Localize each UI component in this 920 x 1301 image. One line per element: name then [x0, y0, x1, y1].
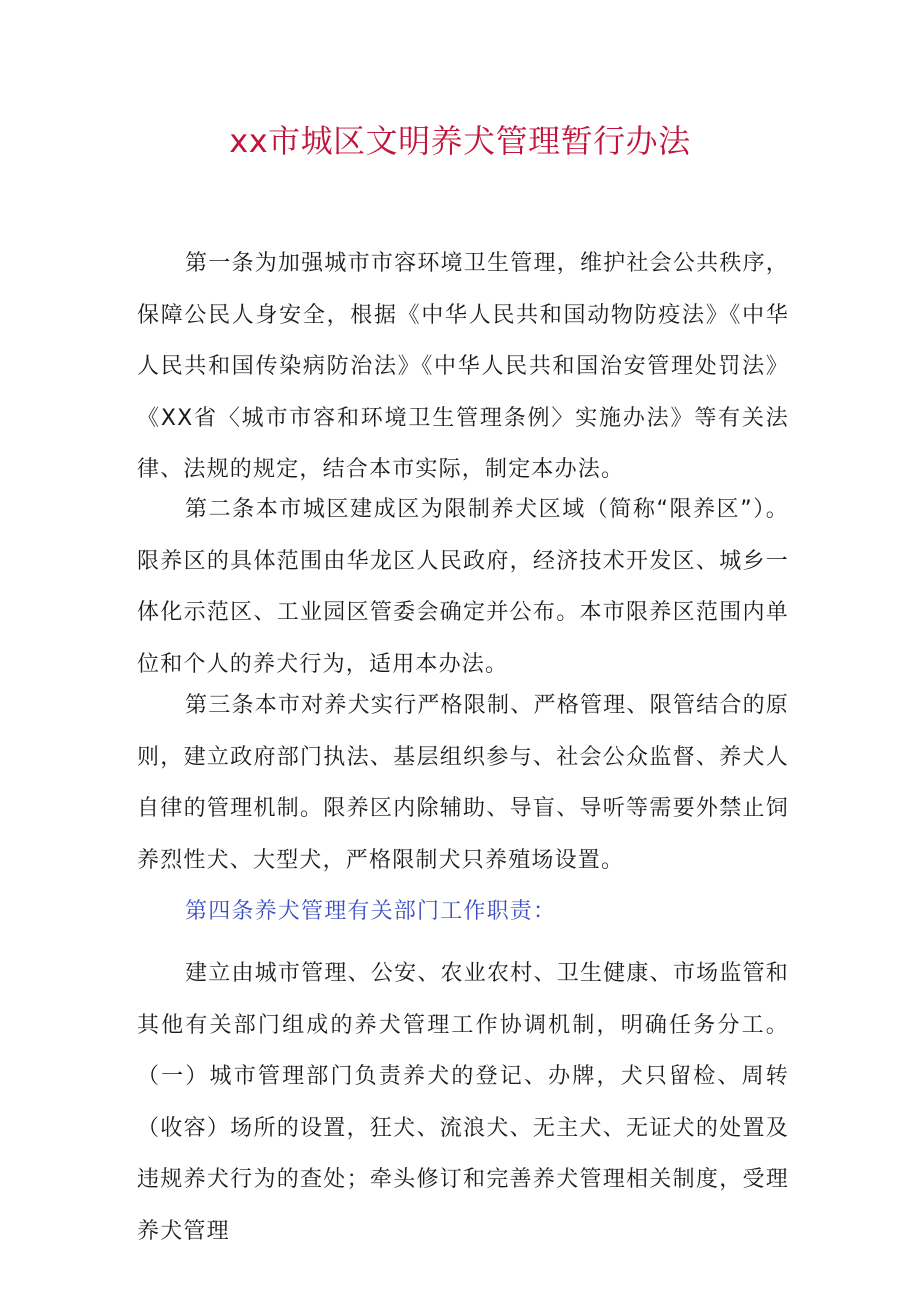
article-4-heading: 第四条养犬管理有关部门工作职责： [185, 899, 557, 924]
article-1-paragraph: 第一条为加强城市市容环境卫生管理，维护社会公共秩序，保障公民人身安全，根据《中华人民共和国动物防疫法》《中华人民共和国传染病防治法》《中华人民共和国治安管理处罚法》《XX省〈城市市容和环境卫生管理条例〉实施办法》等有关法律、法规的规定，结合本市实际，制定本办法。 [137, 251, 789, 482]
article-2-paragraph: 第二条本市城区建成区为限制养犬区域（简称“限养区”）。限养区的具体范围由华龙区人民政府，经济技术开发区、城乡一体化示范区、工业园区管委会确定并公布。本市限养区范围内单位和个人的养犬行为，适用本办法。 [137, 497, 789, 677]
article-3-paragraph: 第三条本市对养犬实行严格限制、严格管理、限管结合的原则，建立政府部门执法、基层组织参与、社会公众监督、养犬人自律的管理机制。限养区内除辅助、导盲、导听等需要外禁止饲养烈性犬、大型犬，严格限制犬只养殖场设置。 [137, 693, 789, 873]
article-4-body-paragraph: 建立由城市管理、公安、农业农村、卫生健康、市场监管和其他有关部门组成的养犬管理工作协调机制，明确任务分工。（一）城市管理部门负责养犬的登记、办牌，犬只留检、周转（收容）场所的设置，狂犬、流浪犬、无主犬、无证犬的处置及违规养犬行为的查处；牵头修订和完善养犬管理相关制度，受理养犬管理 [137, 961, 789, 1244]
document-title: xx市城区文明养犬管理暂行办法 [229, 122, 691, 160]
